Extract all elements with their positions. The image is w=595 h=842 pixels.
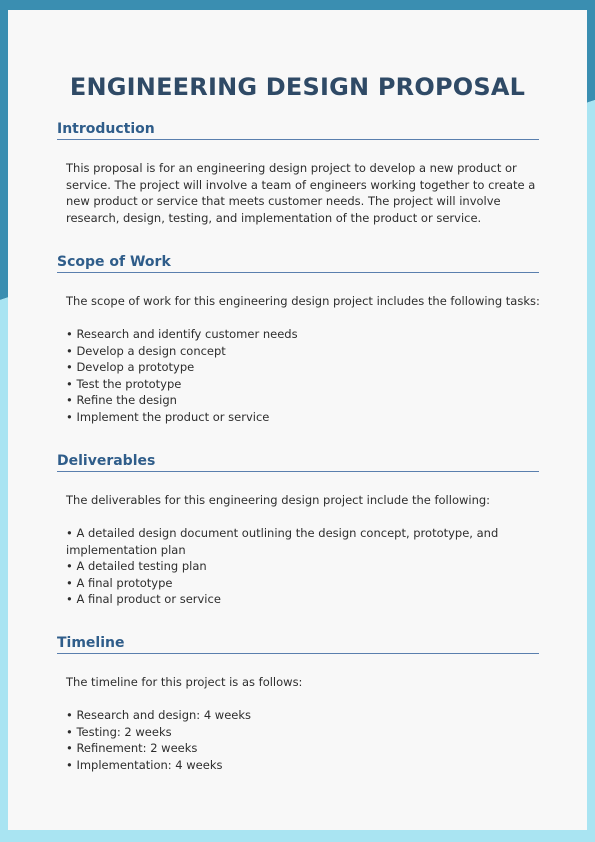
document-title: ENGINEERING DESIGN PROPOSAL [69,73,526,101]
timeline-intro: The timeline for this project is as follows: [66,675,303,689]
list-item: • Research and design: 4 weeks [66,707,544,724]
deliverables-list [66,525,544,608]
timeline-list [66,707,544,773]
list-item: • Develop a design concept [66,343,544,360]
list-item: • A detailed testing plan [66,558,544,575]
list-item: • A final prototype [66,575,544,592]
scope-of-work-list [66,326,544,425]
list-item: • Test the prototype [66,376,544,393]
introduction-heading: Introduction [57,121,539,140]
list-item: • Develop a prototype [66,359,544,376]
list-item: • Research and identify customer needs [66,326,544,343]
list-item: • Testing: 2 weeks [66,724,544,741]
list-item: • A final product or service [66,591,544,608]
scope-of-work-intro: The scope of work for this engineering design project includes the following tasks: [66,294,540,308]
list-item: • Refinement: 2 weeks [66,740,544,757]
deliverables-intro: The deliverables for this engineering design project include the following: [66,493,491,507]
timeline-heading: Timeline [57,635,539,654]
list-item: • Refine the design [66,392,544,409]
introduction-body: This proposal is for an engineering design project to develop a new product or service. The project will involve a team of engineers working together to create a new product or service that meets customer needs. The project will involve research, design, testing, and implementation of the product or service. [66,161,536,225]
scope-of-work-heading: Scope of Work [57,254,539,273]
list-item: • Implementation: 4 weeks [66,757,544,774]
list-item: • Implement the product or service [66,409,544,426]
deliverables-heading: Deliverables [57,453,539,472]
list-item: • A detailed design document outlining the design concept, prototype, and implementation plan [66,525,544,558]
